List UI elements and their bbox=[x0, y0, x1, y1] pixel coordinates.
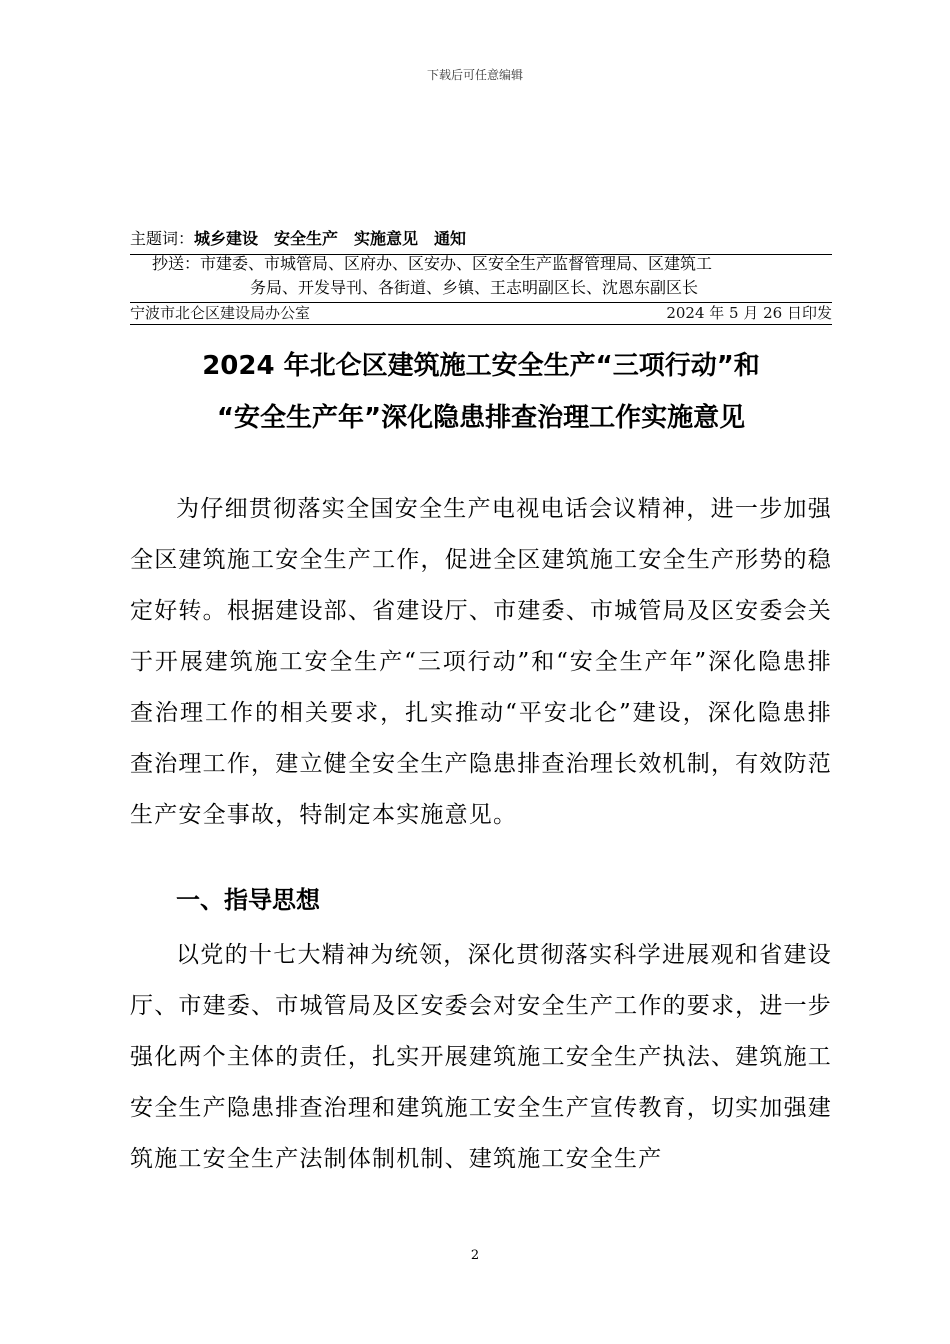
section-heading-guiding-ideology: 一、指导思想 bbox=[176, 886, 320, 914]
document-title bbox=[130, 340, 832, 444]
keywords-terms: 城乡建设 安全生产 实施意见 通知 bbox=[194, 229, 467, 248]
cc-list bbox=[130, 252, 832, 300]
cc-line-1: 抄送：市建委、市城管局、区府办、区安办、区安全生产监督管理局、区建筑工 bbox=[152, 254, 713, 273]
divider-bottom bbox=[130, 324, 832, 325]
issuer-line bbox=[130, 302, 832, 323]
header-note: 下载后可任意编辑 bbox=[426, 68, 523, 82]
title-line-2: “安全生产年”深化隐患排查治理工作实施意见 bbox=[216, 403, 746, 433]
issue-date: 2024 年 5 月 26 日印发 bbox=[666, 304, 832, 322]
title-line-1: 2024 年北仑区建筑施工安全生产“三项行动”和 bbox=[202, 351, 760, 381]
paragraph-guiding-ideology: 以党的十七大精神为统领，深化贯彻落实科学进展观和省建设厅、市建委、市城管局及区安委会对安全生产工作的要求，进一步强化两个主体的责任，扎实开展建筑施工安全生产执法、建筑施工安全生产隐患排查治理和建筑施工安全生产宣传教育，切实加强建筑施工安全生产法制体制机制、建筑施工安全生产 bbox=[130, 942, 832, 1172]
paragraph-intro: 为仔细贯彻落实全国安全生产电视电话会议精神，进一步加强全区建筑施工安全生产工作，促进全区建筑施工安全生产形势的稳定好转。根据建设部、省建设厅、市建委、市城管局及区安委会关于开展建筑施工安全生产“三项行动”和“安全生产年”深化隐患排查治理工作的相关要求，扎实推动“平安北仑”建设，深化隐患排查治理工作，建立健全安全生产隐患排查治理长效机制，有效防范生产安全事故，特制定本实施意见。 bbox=[130, 496, 832, 828]
page-number: 2 bbox=[470, 1248, 480, 1263]
issuer-office: 宁波市北仑区建设局办公室 bbox=[130, 304, 311, 322]
keywords-label: 主题词： bbox=[130, 229, 195, 248]
keywords-line bbox=[130, 226, 830, 249]
cc-line-2: 务局、开发导刊、各街道、乡镇、王志明副区长、沈恩东副区长 bbox=[250, 278, 699, 297]
